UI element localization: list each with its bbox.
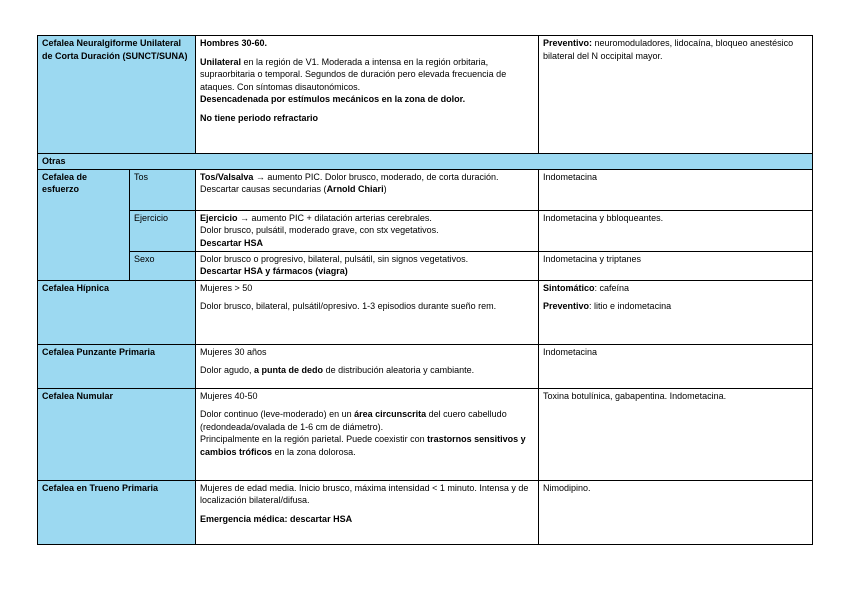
table-row: [38, 169, 813, 210]
treatment-cell: Indometacina y bbloqueantes.: [539, 210, 813, 251]
headache-table: [37, 35, 813, 545]
subtype-label: Tos: [130, 169, 196, 210]
row-title: Cefalea Punzante Primaria: [42, 346, 156, 357]
description-cell: Mujeres 30 años Dolor agudo, a punta de dedo de distribución aleatoria y cambiante.: [196, 344, 539, 388]
description-cell: Hombres 30-60. Unilateral en la región de V1. Moderada a intensa en la región orbitaria, supraorbitaria o temporal. Segundos de duración pero elevada frecuencia de ataques. Con síntomas disautonómicos. Desencadenada por estímulos mecánicos en la zona de dolor. No tiene periodo refractario: [196, 36, 539, 154]
row-title: Cefalea Hípnica: [42, 282, 110, 293]
section-header-row: [38, 154, 813, 170]
row-header: [38, 36, 196, 154]
treatment-cell: Nimodipino.: [539, 480, 813, 544]
table-row: [38, 210, 813, 251]
table-row: [38, 280, 813, 344]
row-header: [38, 169, 130, 280]
row-header: [38, 480, 196, 544]
description-cell: Mujeres 40-50 Dolor continuo (leve-moderado) en un área circunscrita del cuero cabelludo (redondeada/ovalada de 1-6 cm de diámetro). Principalmente en la región parietal. Puede coexistir con trastornos sensitivos y cambios tróficos en la zona dolorosa.: [196, 388, 539, 480]
row-title: Cefalea en Trueno Primaria: [42, 482, 159, 493]
row-title: Cefalea Neuralgiforme Unilateral de Corta Duración (SUNCT/SUNA): [42, 38, 188, 61]
description-cell: Tos/Valsalva → aumento PIC. Dolor brusco, moderado, de corta duración. Descartar causas secundarias (Arnold Chiari): [196, 169, 539, 210]
row-header: [38, 344, 196, 388]
treatment-cell: Indometacina: [539, 344, 813, 388]
description-cell: Dolor brusco o progresivo, bilateral, pulsátil, sin signos vegetativos. Descartar HSA y fármacos (viagra): [196, 251, 539, 280]
row-title: Cefalea Numular: [42, 390, 114, 401]
table-row: [38, 251, 813, 280]
table-row: [38, 480, 813, 544]
table-row: [38, 388, 813, 480]
row-header: [38, 388, 196, 480]
treatment-cell: Toxina botulínica, gabapentina. Indometacina.: [539, 388, 813, 480]
row-header: [38, 280, 196, 344]
description-cell: Ejercicio → aumento PIC + dilatación arterias cerebrales. Dolor brusco, pulsátil, moderado grave, con stx vegetativos. Descartar HSA: [196, 210, 539, 251]
treatment-cell: Sintomático: cafeína Preventivo: litio e indometacina: [539, 280, 813, 344]
treatment-cell: Preventivo: neuromoduladores, lidocaína, bloqueo anestésico bilateral del N occipital mayor.: [539, 36, 813, 154]
table-row: [38, 36, 813, 154]
row-title: Cefalea de esfuerzo: [42, 171, 88, 194]
section-title: Otras: [38, 154, 813, 170]
table-row: [38, 344, 813, 388]
treatment-cell: Indometacina y triptanes: [539, 251, 813, 280]
description-cell: Mujeres de edad media. Inicio brusco, máxima intensidad < 1 minuto. Intensa y de localización bilateral/difusa. Emergencia médica: descartar HSA: [196, 480, 539, 544]
description-cell: Mujeres > 50 Dolor brusco, bilateral, pulsátil/opresivo. 1-3 episodios durante sueño rem.: [196, 280, 539, 344]
treatment-cell: Indometacina: [539, 169, 813, 210]
subtype-label: Ejercicio: [130, 210, 196, 251]
subtype-label: Sexo: [130, 251, 196, 280]
